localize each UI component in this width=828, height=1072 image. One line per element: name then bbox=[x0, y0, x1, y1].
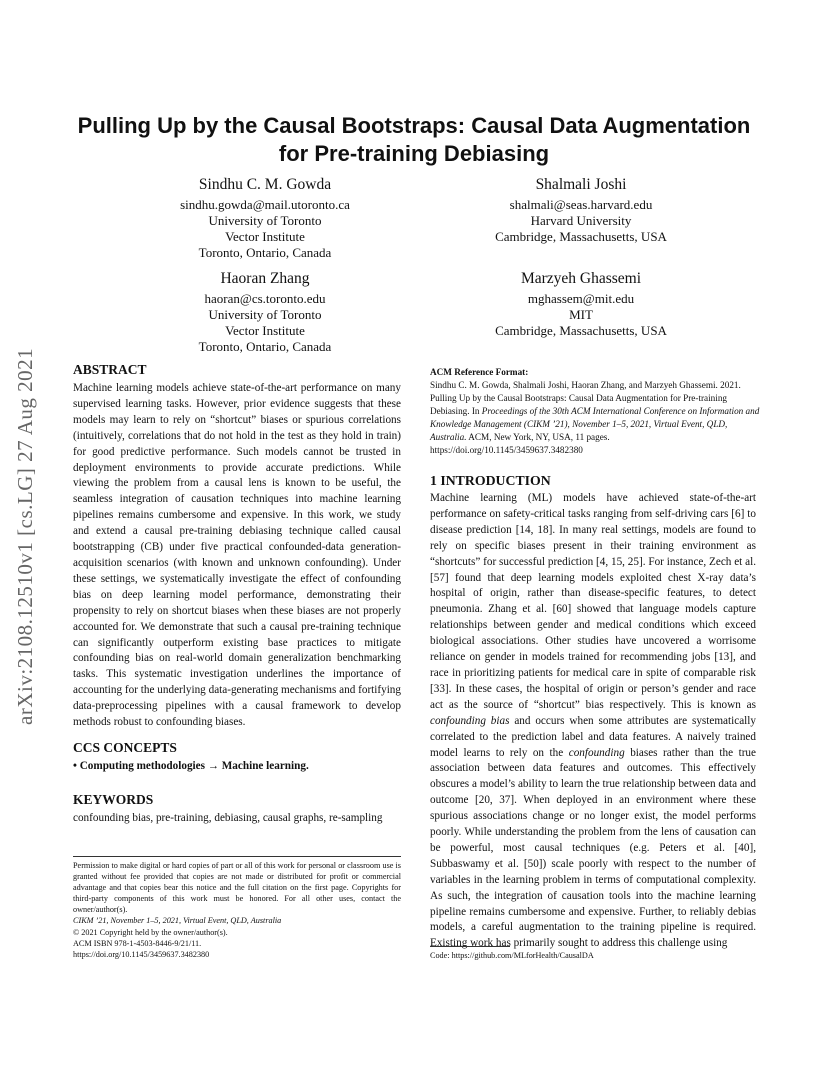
author-name: Marzyeh Ghassemi bbox=[520, 270, 642, 287]
author-block-3 bbox=[140, 269, 390, 355]
acm-reference-format bbox=[430, 366, 760, 457]
arxiv-identifier: arXiv:2108.12510v1 [cs.LG] 27 Aug 2021 bbox=[13, 347, 37, 725]
ccs-concepts-text: • Computing methodologies → Machine learning. bbox=[73, 760, 309, 772]
keywords-text: confounding bias, pre-training, debiasing, causal graphs, re-sampling bbox=[73, 812, 383, 824]
author-location: Toronto, Ontario, Canada bbox=[198, 245, 332, 260]
intro-text-part: biases rather than the true association between data features and outcomes. This effectively obscures a model’s ability to learn the true relationship between data and outcome [20, 37]. When deployed in an environment where these spurious associations change or no longer exist, the model performs poorly. While understanding the problem from the lens of causation can be powerful, most causal techniques (e.g. Peters et al. [40], Subbaswamy et al. [50]) scale poorly with respect to the number of variables in the learning problem in terms of computational complexity. As such, the integration of causation tools into the machine learning pipeline remains cumbersome and expensive. Further, to reliably debias models, a careful augmentation to the training pipeline is required. Existing work has primarily sought to address this challenge using bbox=[430, 746, 756, 950]
code-footnote: Code: https://github.com/MLforHealth/CausalDA bbox=[430, 951, 594, 960]
isbn-footnote: ACM ISBN 978-1-4503-8446-9/21/11. bbox=[73, 939, 202, 948]
permission-notice: Permission to make digital or hard copies of part or all of this work for personal or classroom use is granted without fee provided that copies are not made or distributed for profit or commercial advantage and that copies bear this notice and the full citation on the first page. Copyrights for third-party components of this work must be honored. For all other uses, contact the owner/author(s). bbox=[73, 861, 401, 914]
author-location: Cambridge, Massachusetts, USA bbox=[495, 229, 667, 244]
keywords-heading: KEYWORDS bbox=[73, 792, 154, 807]
author-affiliation: Harvard University bbox=[530, 213, 632, 228]
author-email: mghassem@mit.edu bbox=[527, 291, 635, 306]
author-email: shalmali@seas.harvard.edu bbox=[509, 197, 653, 212]
author-affiliation: Vector Institute bbox=[225, 323, 305, 338]
author-name: Haoran Zhang bbox=[220, 270, 310, 287]
author-affiliation: University of Toronto bbox=[208, 213, 322, 228]
author-location: Toronto, Ontario, Canada bbox=[198, 339, 332, 354]
author-block-4 bbox=[456, 269, 706, 339]
intro-emphasis: confounding bbox=[568, 746, 625, 759]
paper-title bbox=[40, 112, 788, 168]
ccs-concepts-heading: CCS CONCEPTS bbox=[73, 740, 177, 755]
conference-footnote bbox=[73, 915, 401, 926]
introduction-heading: 1 INTRODUCTION bbox=[430, 473, 551, 488]
copyright-footnote: © 2021 Copyright held by the owner/author(s). bbox=[73, 928, 228, 937]
author-name: Shalmali Joshi bbox=[535, 176, 627, 193]
acm-reference-text: Sindhu C. M. Gowda, Shalmali Joshi, Haoran Zhang, and Marzyeh Ghassemi. 2021. Pulling Up by the Causal Bootstraps: Causal Data Augmentation for Pre-training Debiasing. In bbox=[430, 380, 741, 416]
footnote-divider-right bbox=[430, 946, 510, 947]
author-name: Sindhu C. M. Gowda bbox=[198, 176, 332, 193]
intro-emphasis: confounding bias bbox=[430, 714, 510, 727]
conference-info: CIKM ’21, November 1–5, 2021, Virtual Event, QLD, Australia bbox=[73, 916, 282, 925]
author-email: haoran@cs.toronto.edu bbox=[204, 291, 326, 306]
abstract-text: Machine learning models achieve state-of-the-art performance on many supervised learning tasks. However, prior evidence suggests that these models may learn to rely on “shortcut” biases or spurious correlations (intuitively, correlations that do not hold in the test as they hold in train) for good predictive performance. Such models cannot be trusted in deployment environments to provide accurate predictions. While viewing the problem from a causal lens is known to be useful, the seamless integration of causation techniques into machine learning pipelines remains cumbersome and expensive. In this work, we study and extend a causal pre-training debiasing technique called causal bootstrapping (CB) under five practical confounded-data generation-acquisition scenarios (with known and unknown confounding). Under these settings, we systematically investigate the effect of confounding bias on deep learning model performance, demonstrating their propensity to rely on shortcut biases when these biases are not properly accounted for. We demonstrate that such a causal pre-training technique can significantly outperform existing base practices to mitigate confounding bias on real-world domain generalization benchmarking tasks. This systematic investigation underlines the importance of accounting for the underlying data-generating mechanisms and fortifying data-preprocessing pipelines with a causal framework to develop methods robust to confounding biases. bbox=[73, 382, 401, 729]
title-line-2: for Pre-training Debiasing bbox=[278, 141, 550, 166]
intro-text-part: Machine learning (ML) models have achieved state-of-the-art performance on safety-critical tasks ranging from self-driving cars [6] to disease prediction [14, 18]. In many real settings, models are found to rely on specific biases present in their training environment as “shortcuts” for successful prediction [4, 15, 25]. For instance, Zech et al. [57] found that deep learning models exploited chest X-ray data’s hospital of origin, rather than disease-specific features, to detect pneumonia. Zhang et al. [60] showed that language models capture relationships between gender and medical conditions which exceed biological associations. Other studies have uncovered a worrisome reliance on gender in models trained for recommending jobs [13], and race in prioritizing patients for medical care in spite of comparable risk [33]. In these cases, the hospital of origin or person’s gender and race act as the source of “shortcut” bias respectively. This is known as bbox=[430, 492, 756, 711]
author-block-1 bbox=[140, 175, 390, 261]
author-affiliation: University of Toronto bbox=[208, 307, 322, 322]
introduction-text bbox=[430, 491, 756, 952]
acm-reference-proceedings: Proceedings of the 30th ACM International Conference on Information and Knowledge Management (CIKM ’21), November 1–5, 2021, Virtual Event, QLD, Australia. bbox=[430, 406, 760, 442]
title-line-1: Pulling Up by the Causal Bootstraps: Causal Data Augmentation bbox=[77, 113, 751, 138]
abstract-heading: ABSTRACT bbox=[73, 362, 147, 377]
footnote-divider bbox=[73, 856, 401, 857]
acm-reference-heading: ACM Reference Format: bbox=[430, 367, 529, 377]
author-affiliation: Vector Institute bbox=[225, 229, 305, 244]
author-affiliation: MIT bbox=[569, 307, 593, 322]
author-location: Cambridge, Massachusetts, USA bbox=[495, 323, 667, 338]
author-block-2 bbox=[456, 175, 706, 245]
intro-text-part: and occurs when some attributes are systematically correlated to the prediction label and data features. A naively trained model learns to rely on the bbox=[430, 714, 756, 759]
acm-reference-text-end: ACM, New York, NY, USA, 11 pages. https://doi.org/10.1145/3459637.3482380 bbox=[430, 432, 610, 455]
author-email: sindhu.gowda@mail.utoronto.ca bbox=[180, 197, 350, 212]
doi-footnote: https://doi.org/10.1145/3459637.3482380 bbox=[73, 950, 210, 959]
